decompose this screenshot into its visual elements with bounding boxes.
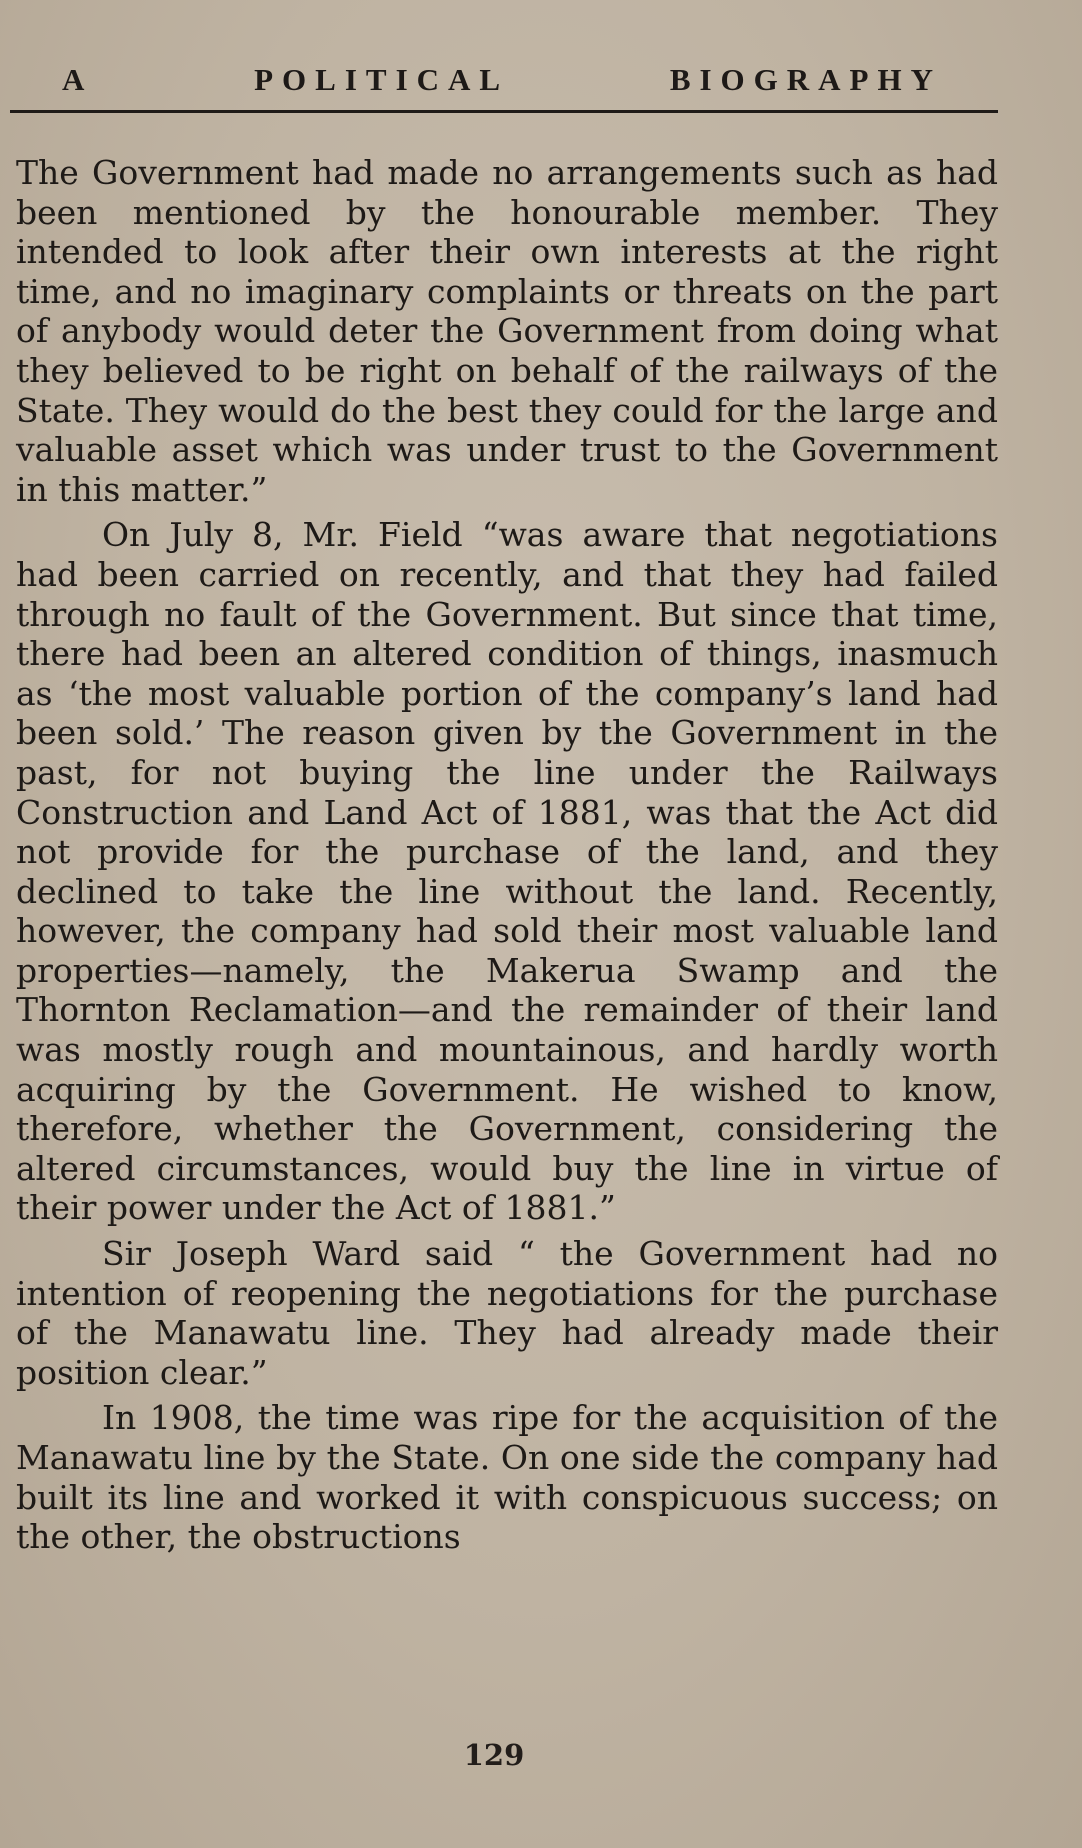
running-head-right: BIOGRAPHY	[669, 62, 942, 97]
paragraph-field: On July 8, Mr. Field “was aware that negotiations had been carried on recently, and that they had failed through no fault of the Government. But since that time, there had been an altered condition of things, inasmuch as ‘the most valuable portion of the company’s land had been sold.’ The reason given by the Government in the past, for not buying the line under the Railways Construction and Land Act of 1881, was that the Act did not provide for the purchase of the land, and they declined to take the line without the land. Recently, however, the company had sold their most valuable land properties—namely, the Makerua Swamp and the Thornton Reclamation—and the remainder of their land was mostly rough and mountainous, and hardly worth acquiring by the Government. He wished to know, therefore, whether the Government, considering the altered circumstances, would buy the line in virtue of their power under the Act of 1881.”	[16, 515, 998, 1228]
body-text	[16, 153, 998, 1563]
running-head-center: POLITICAL	[254, 62, 510, 97]
paragraph-ward: Sir Joseph Ward said “ the Government had no intention of reopening the negotiations for the purchase of the Manawatu line. They had already made their position clear.”	[16, 1234, 998, 1392]
running-head	[62, 58, 942, 102]
header-rule	[10, 110, 998, 113]
page-number: 129	[463, 1738, 525, 1772]
running-head-left: A	[62, 62, 94, 97]
paragraph-continued: The Government had made no arrangements such as had been mentioned by the honourable member. They intended to look after their own interests at the right time, and no imaginary complaints or threats on the part of anybody would deter the Government from doing what they believed to be right on behalf of the railways of the State. They would do the best they could for the large and valuable asset which was under trust to the Government in this matter.”	[16, 153, 998, 509]
paragraph-1908: In 1908, the time was ripe for the acquisition of the Manawatu line by the State. On one side the company had built its line and worked it with conspicuous success; on the other, the obstructions	[16, 1398, 998, 1557]
